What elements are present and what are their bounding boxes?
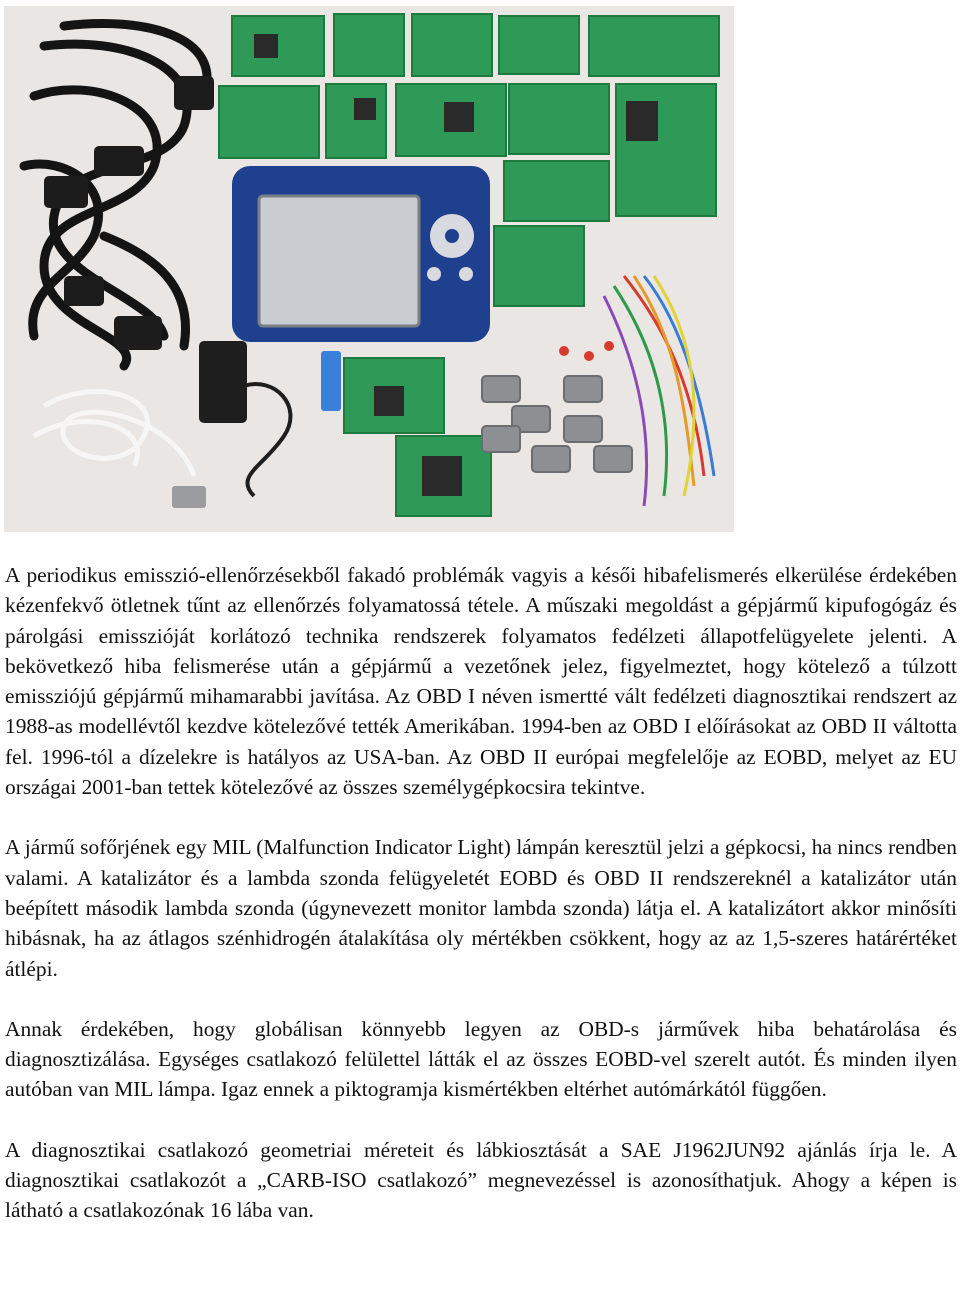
serial-connector [172,486,206,508]
pcb-board-5 [589,16,719,76]
pcb-board-2 [334,14,404,76]
obd-connector-4 [114,316,162,350]
paragraph-2: A jármű sofőrjének egy MIL (Malfunction Indicator Light) lámpán keresztül jelzi a gépkocsi, ha nincs rendben valami. A katalizátor és a lambda szonda felügyeletét EOBD és OBD II rendszereknél a katalizátor után beépített második lambda szonda (úgynevezett monitor lambda szonda) látja el. A katalizátort akkor minősíti hibásnak, ha az átlagos szénhidrogén átalakítása oly mértékben csökkent, hogy az az 1,5-szeres határértéket átlépi. [5,835,957,981]
pcb-board-7 [326,84,386,158]
device-screen [259,196,419,326]
pcb-board-9 [509,84,609,154]
pcb-board-3 [412,14,492,76]
paragraph-3: Annak érdekében, hogy globálisan könnyebb legyen az OBD-s járművek hiba behatárolása és diagnosztizálása. Egységes csatlakozó felülettel látták el az összes EOBD-vel szerelt autót. És minden ilyen autóban van MIL lámpa. Igaz ennek a piktogramja kismértékben eltérhet autómárkától függően. [5,1016,957,1102]
usb-stick [321,351,341,411]
pcb-board-11 [504,161,609,221]
paragraph-4: A diagnosztikai csatlakozó geometriai méreteit és lábkiosztását a SAE J1962JUN92 ajánlás írja le. A diagnosztikai csatlakozót a „CARB-ISO csatlakozó” megnevezéssel is azonosíthatjuk. Ahogy a képen is látható a csatlakozónak 16 lába van. [5,1137,957,1223]
power-adapter [199,341,247,423]
pcb-board-12 [494,226,584,306]
obd-connector-3 [44,176,88,208]
paragraph-1: A periodikus emisszió-ellenőrzésekből fakadó problémák vagyis a késői hibafelismerés elkerülése érdekében kézenfekvő ötletnek tűnt az ellenőrzés folyamatossá tétele. A műszaki megoldást a gépjármű kipufogógáz és párolgási emisszióját korlátozó technika rendszerek folyamatos fedélzeti állapotfelügyelete jelenti. A bekövetkező hiba felismerése után a gépjármű a vezetőnek jelez, figyelmeztet, hogy kötelező a túlzott emissziójú gépjármű mihamarabbi javítása. Az OBD I néven ismertté vált fedélzeti diagnosztikai rendszert az 1988-as modellévtől kezdve kötelezővé tették Amerikában. 1994-ben az OBD I előírásokat az OBD II váltotta fel. 1996-tól a dízelekre is hatályos az USA-ban. Az OBD II európai megfelelője az EOBD, melyet az EU országai 2001-ban tettek kötelezővé az összes személygépkocsira tekintve. [5,563,957,800]
article-body [5,560,957,1226]
pcb-board-6 [219,86,319,158]
obd-kit-photo [4,6,734,532]
obd-connector-1 [174,76,214,110]
pcb-board-4 [499,16,579,74]
obd-connector-2 [94,146,144,176]
obd-connector-5 [64,276,104,306]
obd-kit-illustration [4,6,734,532]
